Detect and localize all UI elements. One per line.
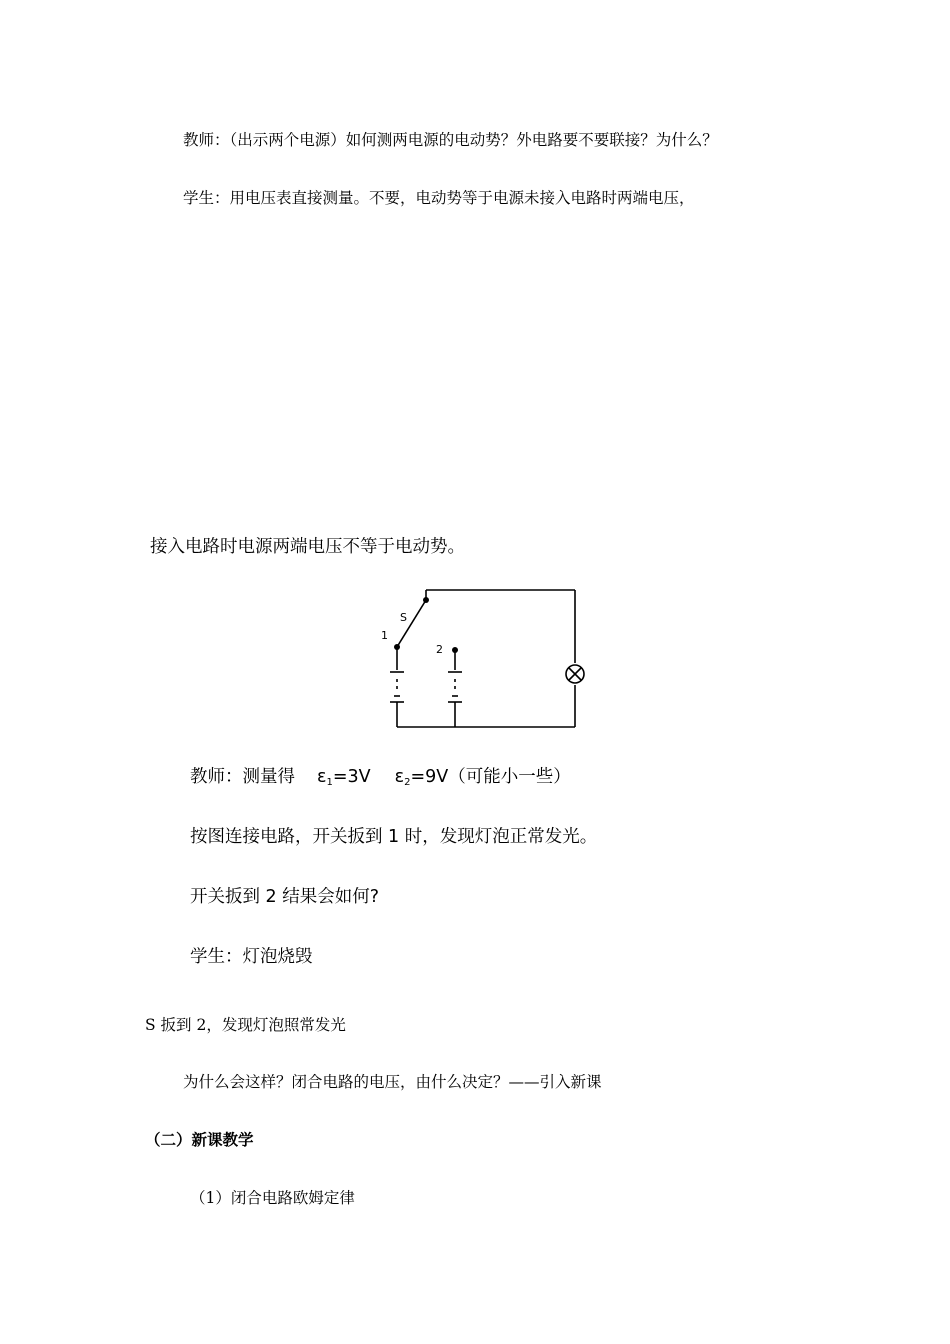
switch-to-1-text: 按图连接电路，开关扳到 1 时，发现灯泡正常发光。 — [190, 827, 598, 847]
student-answer: 学生：用电压表直接测量。不要，电动势等于电源未接入电路时两端电压， — [183, 189, 695, 207]
emf1-value: =3V — [332, 767, 371, 787]
s-to-2-result: S 扳到 2，发现灯泡照常发光 — [145, 1016, 346, 1034]
emf2-value: =9V（可能小一些） — [410, 767, 571, 787]
teacher-question: 教师：（出示两个电源）如何测两电源的电动势？外电路要不要联接？为什么？ — [183, 131, 718, 149]
switch-to-2-question: 开关扳到 2 结果会如何? — [190, 887, 380, 907]
subsection-heading: （1）闭合电路欧姆定律 — [190, 1189, 355, 1207]
why-question: 为什么会这样？闭合电路的电压，由什么决定？——引入新课 — [183, 1073, 602, 1091]
connected-note: 接入电路时电源两端电压不等于电动势。 — [150, 537, 465, 557]
student-burn-answer: 学生：灯泡烧毁 — [190, 947, 313, 967]
contact-2 — [452, 647, 458, 653]
switch-pivot — [423, 597, 429, 603]
contact-1-label: 1 — [381, 629, 388, 642]
contact-1 — [394, 644, 400, 650]
teacher-measure: 教师：测量得 $\varepsilon_1=3V$ $\varepsilon_2=9V$（可能小一些） — [190, 767, 571, 788]
emf1-subscript: 1 — [326, 777, 333, 788]
contact-2-label: 2 — [436, 643, 443, 656]
switch-label: S — [400, 611, 407, 624]
emf1-symbol: ε — [317, 767, 327, 787]
emf2-symbol: ε — [394, 767, 405, 787]
emf2-subscript: 2 — [404, 777, 411, 788]
circuit-diagram — [370, 585, 600, 735]
section-heading: （二）新课教学 — [145, 1130, 254, 1149]
